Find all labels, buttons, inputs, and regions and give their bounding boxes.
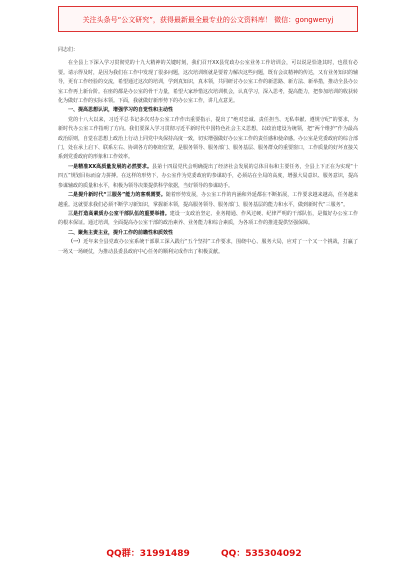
paragraph-lead: 一是精准XX高质量发展的必然要求。 (68, 163, 153, 170)
footer-qq-group: QQ群：31991489 (106, 549, 190, 559)
paragraph-text: 一、提高思想认识，增强学习的自觉性和主动性 (68, 107, 174, 114)
paragraph (58, 116, 358, 163)
paragraph (58, 191, 358, 210)
paragraph (58, 210, 358, 229)
paragraph-text: 二、聚焦主责主业，提升工作的前瞻性和质效性 (68, 229, 174, 236)
paragraph-lead: 二是提升新时代“三服务”能力的客观需要。 (68, 192, 166, 199)
paragraph-lead: （一） (68, 239, 84, 246)
paragraph (58, 163, 358, 191)
footer-qq: QQ：535304092 (220, 549, 302, 559)
paragraph (58, 238, 358, 257)
paragraph-text: 在全县上下深入学习贯彻党的十九大精神的关键时刻，我们召开XX县党政办公室业务工作培训会，可以说是恰逢其时，也很有必要。请示得及时，是因为我们在工作中发现了很多问题，这次培训班就是要着力解决这些问题，既有会议精神的传达，又有业务知识的辅导，更有工作经验的交流，希望通过这次的培训，学到真知识，真本领，共同研讨办公室工作的新思路、新方法、新举措，推动全县办公室工作再上新台阶。在座的都是办公室的骨干力量，希望大家珍惜这次培训机会，认真学习，深入思考，提高能力，把参加培训的收获转化为做好工作的实际本领。下面，我就做好新形势下的办公室工作，讲几点意见。 (58, 60, 359, 105)
paragraph-list (58, 59, 358, 257)
paragraph-text: 近年来全县党政办公室系统干部职工深入践行“五个坚持”工作要求，围绕中心、服务大局，应对了一个又一个挑战，打赢了一场又一场硬仗，为推动县委县政府中心任务的顺利完成作出了积极贡献。 (58, 239, 358, 255)
header-banner: 关注头条号“公文研究”，获得最新最全最专业的公文资料库！ 微信：gongwenyj (58, 6, 358, 32)
section-heading (58, 229, 358, 238)
paragraph-lead: 三是打造高素质办公室干部队伍的重要举措。 (68, 210, 170, 217)
paragraph-text: 县第十四届党代会明确提出了经济社会发展的总体目标和主要任务，全县上下正在为实现“十四五”规划目标而奋力拼搏。在这样的形势下，办公室作为党委政府的参谋助手，必须站在全局的高度，增强大局意识、服务意识，提高参谋辅政的质量和水平，积极为领导决策提供科学依据，当好领导的参谋助手。 (58, 163, 358, 189)
document-body (58, 46, 358, 257)
paragraph-text: 随着形势发展，办公室工作的内涵和外延都在不断拓展，工作要求越来越高，任务越来越重。这就要求我们必须不断学习新知识，掌握新本领，提高服务领导、服务部门、服务基层的能力和水平，做到新时代“三服务”。 (58, 192, 358, 208)
paragraph (58, 59, 358, 106)
paragraph-text: 建设一支政治坚定、业务精通、作风过硬、纪律严明的干部队伍，是做好办公室工作的根本保证。通过培训，全面提高办公室干部的政治素养、业务能力和综合素质，为各项工作的推进提供坚强保障。 (58, 210, 358, 227)
section-heading (58, 106, 358, 115)
paragraph-text: 党的十八大以来，习近平总书记多次对办公室工作作出重要指示，提出了“绝对忠诚、责任担当、无私奉献、遵规守纪”的要求，为新时代办公室工作指明了方向。我们要深入学习贯彻习近平新时代中国特色社会主义思想，以政治建设为统领，把“两个维护”作为最高政治原则，自觉在思想上政治上行动上同党中央保持高度一致，切实增强做好办公室工作的责任感和使命感。办公室是党委政府的综合部门，处在承上启下、联系左右、协调各方的枢纽位置，是服务领导、服务部门、服务基层、服务群众的重要窗口，工作质量的好坏直接关系到党委政府的形象和工作效率。 (58, 116, 359, 161)
salutation: 同志们： (58, 47, 79, 53)
footer-contact (0, 546, 408, 559)
